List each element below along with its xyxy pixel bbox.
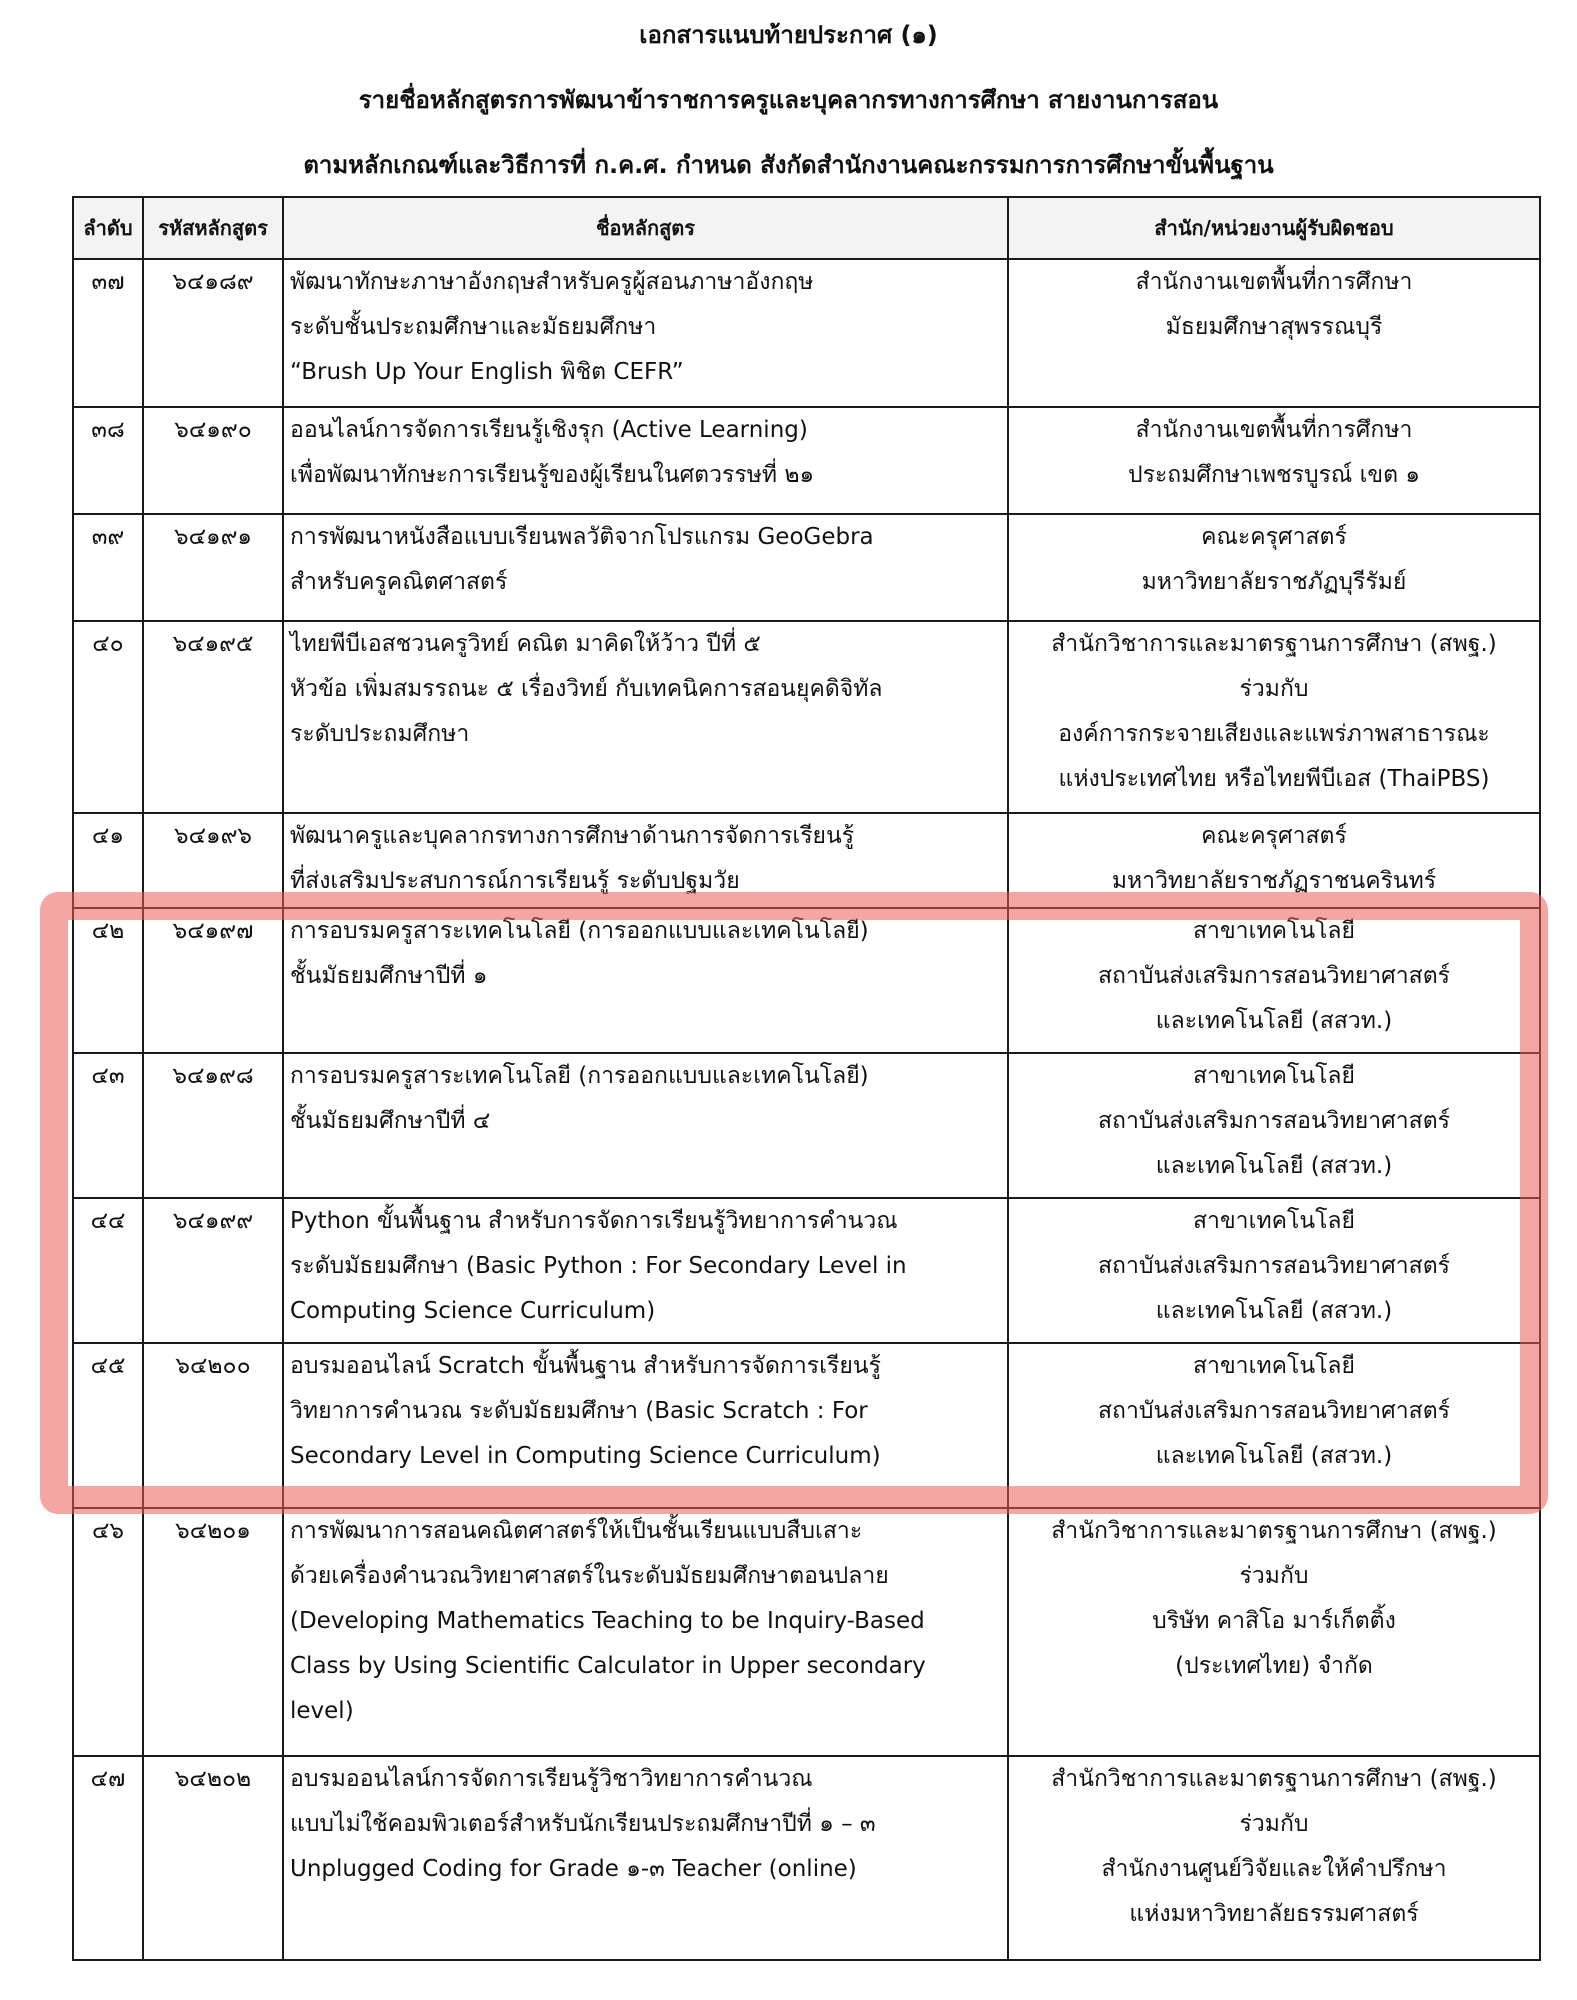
cell-code: ๖๔๑๙๖	[143, 813, 283, 908]
cell-no: ๔๗	[73, 1756, 143, 1960]
organization-line: ร่วมกับ	[1239, 676, 1309, 702]
cell-course-name	[283, 407, 1008, 514]
course-name-line: อบรมออนไลน์ Scratch ขั้นพื้นฐาน สำหรับการจัดการเรียนรู้	[290, 1353, 881, 1379]
course-name-line: เพื่อพัฒนาทักษะการเรียนรู้ของผู้เรียนในศตวรรษที่ ๒๑	[290, 462, 815, 488]
cell-code: ๖๔๒๐๐	[143, 1343, 283, 1508]
course-name-line: (Developing Mathematics Teaching to be Inquiry-Based	[290, 1608, 925, 1634]
table-body	[73, 259, 1540, 1960]
course-name-line: Class by Using Scientific Calculator in Upper secondary	[290, 1653, 926, 1679]
col-header-name: ชื่อหลักสูตร	[283, 197, 1008, 259]
cell-organization	[1008, 813, 1540, 908]
cell-no: ๔๕	[73, 1343, 143, 1508]
course-name-line: ระดับชั้นประถมศึกษาและมัธยมศึกษา	[290, 314, 657, 340]
table-row	[73, 1756, 1540, 1960]
organization-line: สำนักงานเขตพื้นที่การศึกษา	[1135, 417, 1413, 443]
table-row	[73, 407, 1540, 514]
organization-line: แห่งประเทศไทย หรือไทยพีบีเอส (ThaiPBS)	[1058, 766, 1490, 792]
cell-no: ๔๖	[73, 1508, 143, 1756]
cell-no: ๔๒	[73, 908, 143, 1053]
organization-line: สาขาเทคโนโลยี	[1193, 918, 1355, 944]
organization-line: สถาบันส่งเสริมการสอนวิทยาศาสตร์	[1098, 1253, 1450, 1279]
col-header-code: รหัสหลักสูตร	[143, 197, 283, 259]
organization-line: องค์การกระจายเสียงและแพร่ภาพสาธารณะ	[1058, 721, 1490, 747]
course-name-line: ที่ส่งเสริมประสบการณ์การเรียนรู้ ระดับปฐมวัย	[290, 868, 740, 894]
cell-code: ๖๔๑๙๗	[143, 908, 283, 1053]
cell-code: ๖๔๑๙๘	[143, 1053, 283, 1198]
organization-line: และเทคโนโลยี (สสวท.)	[1155, 1008, 1393, 1034]
organization-line: ร่วมกับ	[1239, 1563, 1309, 1589]
document-title: เอกสารแนบท้ายประกาศ (๑)	[639, 21, 938, 49]
organization-line: (ประเทศไทย) จำกัด	[1175, 1653, 1373, 1679]
course-name-line: สำหรับครูคณิตศาสตร์	[290, 569, 508, 595]
course-name-line: ชั้นมัธยมศึกษาปีที่ ๑	[290, 963, 488, 989]
table-row	[73, 813, 1540, 908]
course-name-line: ระดับมัธยมศึกษา (Basic Python : For Secondary Level in	[290, 1253, 907, 1279]
cell-organization	[1008, 259, 1540, 407]
organization-line: สำนักงานศูนย์วิจัยและให้คำปรึกษา	[1101, 1856, 1447, 1882]
course-name-line: พัฒนาทักษะภาษาอังกฤษสำหรับครูผู้สอนภาษาอังกฤษ	[290, 269, 814, 295]
course-name-line: ด้วยเครื่องคำนวณวิทยาศาสตร์ในระดับมัธยมศึกษาตอนปลาย	[290, 1563, 889, 1589]
cell-code: ๖๔๒๐๒	[143, 1756, 283, 1960]
cell-no: ๓๗	[73, 259, 143, 407]
col-header-org: สำนัก/หน่วยงานผู้รับผิดชอบ	[1008, 197, 1540, 259]
cell-organization	[1008, 1053, 1540, 1198]
course-name-line: ระดับประถมศึกษา	[290, 721, 470, 747]
organization-line: สถาบันส่งเสริมการสอนวิทยาศาสตร์	[1098, 1108, 1450, 1134]
organization-line: สาขาเทคโนโลยี	[1193, 1353, 1355, 1379]
organization-line: สาขาเทคโนโลยี	[1193, 1063, 1355, 1089]
course-name-line: แบบไม่ใช้คอมพิวเตอร์สำหรับนักเรียนประถมศึกษาปีที่ ๑ – ๓	[290, 1811, 876, 1837]
course-name-line: level)	[290, 1698, 354, 1724]
course-name-line: Python ขั้นพื้นฐาน สำหรับการจัดการเรียนรู้วิทยาการคำนวณ	[290, 1208, 898, 1234]
cell-code: ๖๔๑๙๙	[143, 1198, 283, 1343]
course-name-line: “Brush Up Your English พิชิต CEFR”	[290, 359, 684, 385]
organization-line: สำนักงานเขตพื้นที่การศึกษา	[1135, 269, 1413, 295]
cell-code: ๖๔๑๙๕	[143, 621, 283, 813]
organization-line: สำนักวิชาการและมาตรฐานการศึกษา (สพฐ.)	[1051, 1766, 1497, 1792]
organization-line: และเทคโนโลยี (สสวท.)	[1155, 1153, 1393, 1179]
cell-organization	[1008, 1508, 1540, 1756]
organization-line: สถาบันส่งเสริมการสอนวิทยาศาสตร์	[1098, 963, 1450, 989]
cell-course-name	[283, 514, 1008, 621]
cell-organization	[1008, 621, 1540, 813]
table-row	[73, 1198, 1540, 1343]
cell-course-name	[283, 1756, 1008, 1960]
cell-course-name	[283, 813, 1008, 908]
organization-line: มหาวิทยาลัยราชภัฏบุรีรัมย์	[1141, 569, 1407, 595]
course-name-line: หัวข้อ เพิ่มสมรรถนะ ๕ เรื่องวิทย์ กับเทคนิคการสอนยุคดิจิทัล	[290, 676, 883, 702]
cell-code: ๖๔๑๘๙	[143, 259, 283, 407]
cell-organization	[1008, 908, 1540, 1053]
course-name-line: การพัฒนาการสอนคณิตศาสตร์ให้เป็นชั้นเรียนแบบสืบเสาะ	[290, 1518, 863, 1544]
table-row	[73, 1053, 1540, 1198]
organization-line: และเทคโนโลยี (สสวท.)	[1155, 1298, 1393, 1324]
organization-line: และเทคโนโลยี (สสวท.)	[1155, 1443, 1393, 1469]
organization-line: บริษัท คาสิโอ มาร์เก็ตติ้ง	[1152, 1608, 1396, 1634]
course-name-line: วิทยาการคำนวณ ระดับมัธยมศึกษา (Basic Scratch : For	[290, 1398, 868, 1424]
course-name-line: อบรมออนไลน์การจัดการเรียนรู้วิชาวิทยาการคำนวณ	[290, 1766, 813, 1792]
course-name-line: พัฒนาครูและบุคลากรทางการศึกษาด้านการจัดการเรียนรู้	[290, 823, 855, 849]
course-name-line: การอบรมครูสาระเทคโนโลยี (การออกแบบและเทคโนโลยี)	[290, 918, 869, 944]
document-subtitle: รายชื่อหลักสูตรการพัฒนาข้าราชการครูและบุคลากรทางการศึกษา สายงานการสอน	[358, 86, 1219, 114]
table-row	[73, 1508, 1540, 1756]
course-name-line: Secondary Level in Computing Science Curriculum)	[290, 1443, 881, 1469]
organization-line: สำนักวิชาการและมาตรฐานการศึกษา (สพฐ.)	[1051, 1518, 1497, 1544]
organization-line: แห่งมหาวิทยาลัยธรรมศาสตร์	[1129, 1901, 1419, 1927]
organization-line: ร่วมกับ	[1239, 1811, 1309, 1837]
cell-code: ๖๔๑๙๑	[143, 514, 283, 621]
cell-no: ๔๔	[73, 1198, 143, 1343]
organization-line: สำนักวิชาการและมาตรฐานการศึกษา (สพฐ.)	[1051, 631, 1497, 657]
organization-line: คณะครุศาสตร์	[1201, 823, 1347, 849]
document-subtitle-2: ตามหลักเกณฑ์และวิธีการที่ ก.ค.ศ. กำหนด สังกัดสำนักงานคณะกรรมการการศึกษาขั้นพื้นฐาน	[303, 151, 1274, 179]
table-row	[73, 1343, 1540, 1508]
table-header-row	[73, 197, 1540, 259]
cell-organization	[1008, 1198, 1540, 1343]
cell-no: ๔๐	[73, 621, 143, 813]
cell-no: ๔๓	[73, 1053, 143, 1198]
organization-line: คณะครุศาสตร์	[1201, 524, 1347, 550]
cell-course-name	[283, 1053, 1008, 1198]
cell-course-name	[283, 1508, 1008, 1756]
cell-course-name	[283, 621, 1008, 813]
course-name-line: ออนไลน์การจัดการเรียนรู้เชิงรุก (Active Learning)	[290, 417, 808, 443]
cell-organization	[1008, 1343, 1540, 1508]
course-name-line: Computing Science Curriculum)	[290, 1298, 656, 1324]
cell-organization	[1008, 407, 1540, 514]
course-name-line: ไทยพีบีเอสชวนครูวิทย์ คณิต มาคิดให้ว้าว ปีที่ ๕	[290, 631, 761, 657]
cell-no: ๓๙	[73, 514, 143, 621]
cell-course-name	[283, 259, 1008, 407]
course-name-line: การอบรมครูสาระเทคโนโลยี (การออกแบบและเทคโนโลยี)	[290, 1063, 869, 1089]
organization-line: มหาวิทยาลัยราชภัฏราชนครินทร์	[1111, 868, 1437, 894]
course-name-line: Unplugged Coding for Grade ๑-๓ Teacher (online)	[290, 1856, 857, 1882]
table-row	[73, 259, 1540, 407]
cell-no: ๔๑	[73, 813, 143, 908]
cell-code: ๖๔๑๙๐	[143, 407, 283, 514]
course-name-line: การพัฒนาหนังสือแบบเรียนพลวัติจากโปรแกรม GeoGebra	[290, 524, 874, 550]
cell-course-name	[283, 1343, 1008, 1508]
cell-organization	[1008, 514, 1540, 621]
cell-code: ๖๔๒๐๑	[143, 1508, 283, 1756]
table-row	[73, 908, 1540, 1053]
organization-line: สาขาเทคโนโลยี	[1193, 1208, 1355, 1234]
course-table	[72, 196, 1541, 1961]
cell-course-name	[283, 908, 1008, 1053]
cell-no: ๓๘	[73, 407, 143, 514]
table-row	[73, 514, 1540, 621]
table-row	[73, 621, 1540, 813]
organization-line: มัธยมศึกษาสุพรรณบุรี	[1165, 314, 1383, 340]
cell-organization	[1008, 1756, 1540, 1960]
cell-course-name	[283, 1198, 1008, 1343]
organization-line: สถาบันส่งเสริมการสอนวิทยาศาสตร์	[1098, 1398, 1450, 1424]
organization-line: ประถมศึกษาเพชรบูรณ์ เขต ๑	[1127, 462, 1420, 488]
course-name-line: ชั้นมัธยมศึกษาปีที่ ๔	[290, 1108, 491, 1134]
col-header-no: ลำดับ	[73, 197, 143, 259]
